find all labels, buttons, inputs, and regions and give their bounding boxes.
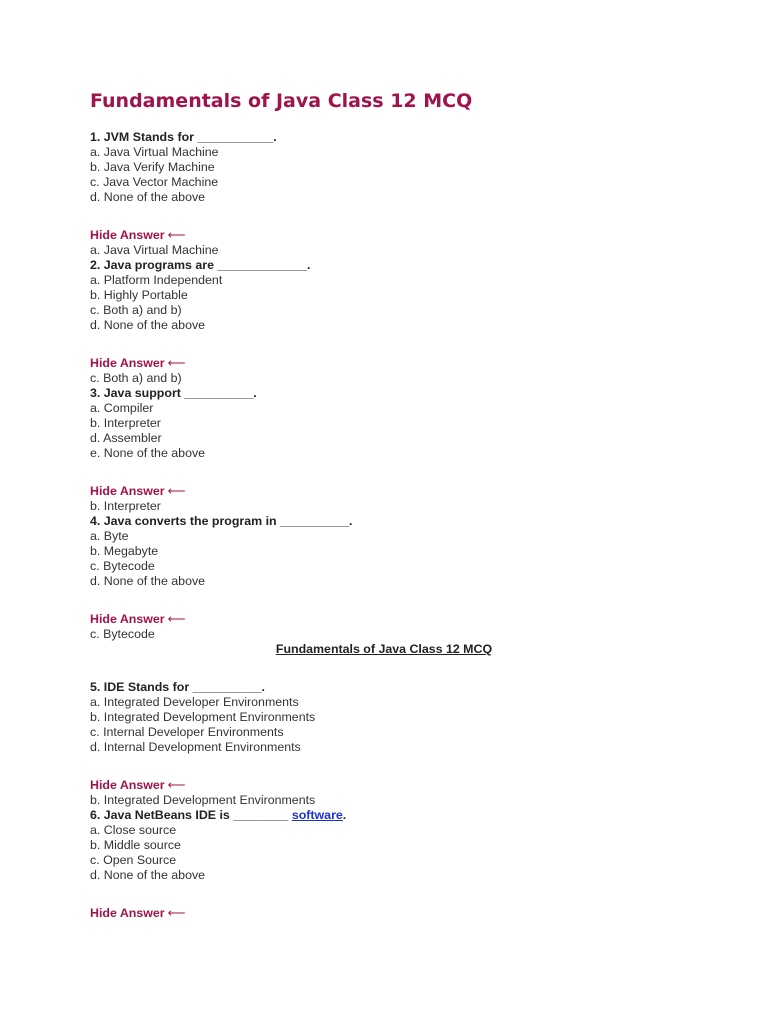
hide-answer-label: Hide Answer bbox=[90, 484, 165, 498]
option: a. Java Virtual Machine bbox=[90, 145, 219, 159]
arrow-left-icon: ⟵ bbox=[167, 228, 186, 242]
option: d. Internal Development Environments bbox=[90, 740, 301, 754]
hide-answer-button-5[interactable] bbox=[90, 778, 185, 793]
arrow-left-icon: ⟵ bbox=[167, 484, 186, 498]
option: d. None of the above bbox=[90, 574, 206, 588]
option: d. None of the above bbox=[90, 190, 206, 204]
option: a. Platform Independent bbox=[90, 273, 223, 287]
option: c. Java Vector Machine bbox=[90, 175, 219, 189]
hide-answer-button-3[interactable] bbox=[90, 484, 185, 499]
option: b. Interpreter bbox=[90, 416, 161, 430]
question-2: 2. Java programs are _____________. bbox=[90, 258, 311, 272]
option: a. Byte bbox=[90, 529, 129, 543]
center-title-link[interactable]: Fundamentals of Java Class 12 MCQ bbox=[275, 642, 493, 656]
software-link[interactable]: software bbox=[291, 808, 343, 822]
option: e. None of the above bbox=[90, 446, 206, 460]
hide-answer-label: Hide Answer bbox=[90, 906, 165, 920]
hide-answer-label: Hide Answer bbox=[90, 356, 165, 370]
question-6 bbox=[90, 808, 346, 823]
hide-answer-button-1[interactable] bbox=[90, 228, 185, 243]
question-3: 3. Java support __________. bbox=[90, 386, 257, 400]
question-1: 1. JVM Stands for ___________. bbox=[90, 130, 277, 144]
arrow-left-icon: ⟵ bbox=[167, 778, 186, 792]
arrow-left-icon: ⟵ bbox=[167, 612, 186, 626]
option: a. Close source bbox=[90, 823, 177, 837]
hide-answer-button-4[interactable] bbox=[90, 612, 185, 627]
option: d. None of the above bbox=[90, 868, 206, 882]
option: b. Megabyte bbox=[90, 544, 159, 558]
option: c. Bytecode bbox=[90, 559, 155, 573]
option: b. Java Verify Machine bbox=[90, 160, 215, 174]
option: b. Highly Portable bbox=[90, 288, 188, 302]
option: b. Integrated Development Environments bbox=[90, 710, 316, 724]
hide-answer-label: Hide Answer bbox=[90, 612, 165, 626]
answer-2: c. Both a) and b) bbox=[90, 371, 182, 385]
arrow-left-icon: ⟵ bbox=[167, 906, 186, 920]
question-4: 4. Java converts the program in __________. bbox=[90, 514, 353, 528]
hide-answer-label: Hide Answer bbox=[90, 778, 165, 792]
option: b. Middle source bbox=[90, 838, 181, 852]
hide-answer-button-6[interactable] bbox=[90, 906, 185, 921]
option: a. Integrated Developer Environments bbox=[90, 695, 299, 709]
option: c. Open Source bbox=[90, 853, 177, 867]
option: d. None of the above bbox=[90, 318, 206, 332]
hide-answer-button-2[interactable] bbox=[90, 356, 185, 371]
option: a. Compiler bbox=[90, 401, 154, 415]
answer-1: a. Java Virtual Machine bbox=[90, 243, 219, 257]
hide-answer-label: Hide Answer bbox=[90, 228, 165, 242]
question-6-suffix: . bbox=[342, 808, 347, 822]
page-title: Fundamentals of Java Class 12 MCQ bbox=[90, 90, 473, 112]
question-6-text: 6. Java NetBeans IDE is ________ bbox=[90, 808, 292, 822]
answer-4: c. Bytecode bbox=[90, 627, 155, 641]
question-5: 5. IDE Stands for __________. bbox=[90, 680, 265, 694]
option: d. Assembler bbox=[90, 431, 162, 445]
answer-5: b. Integrated Development Environments bbox=[90, 793, 316, 807]
option: c. Internal Developer Environments bbox=[90, 725, 284, 739]
answer-3: b. Interpreter bbox=[90, 499, 161, 513]
arrow-left-icon: ⟵ bbox=[167, 356, 186, 370]
option: c. Both a) and b) bbox=[90, 303, 182, 317]
